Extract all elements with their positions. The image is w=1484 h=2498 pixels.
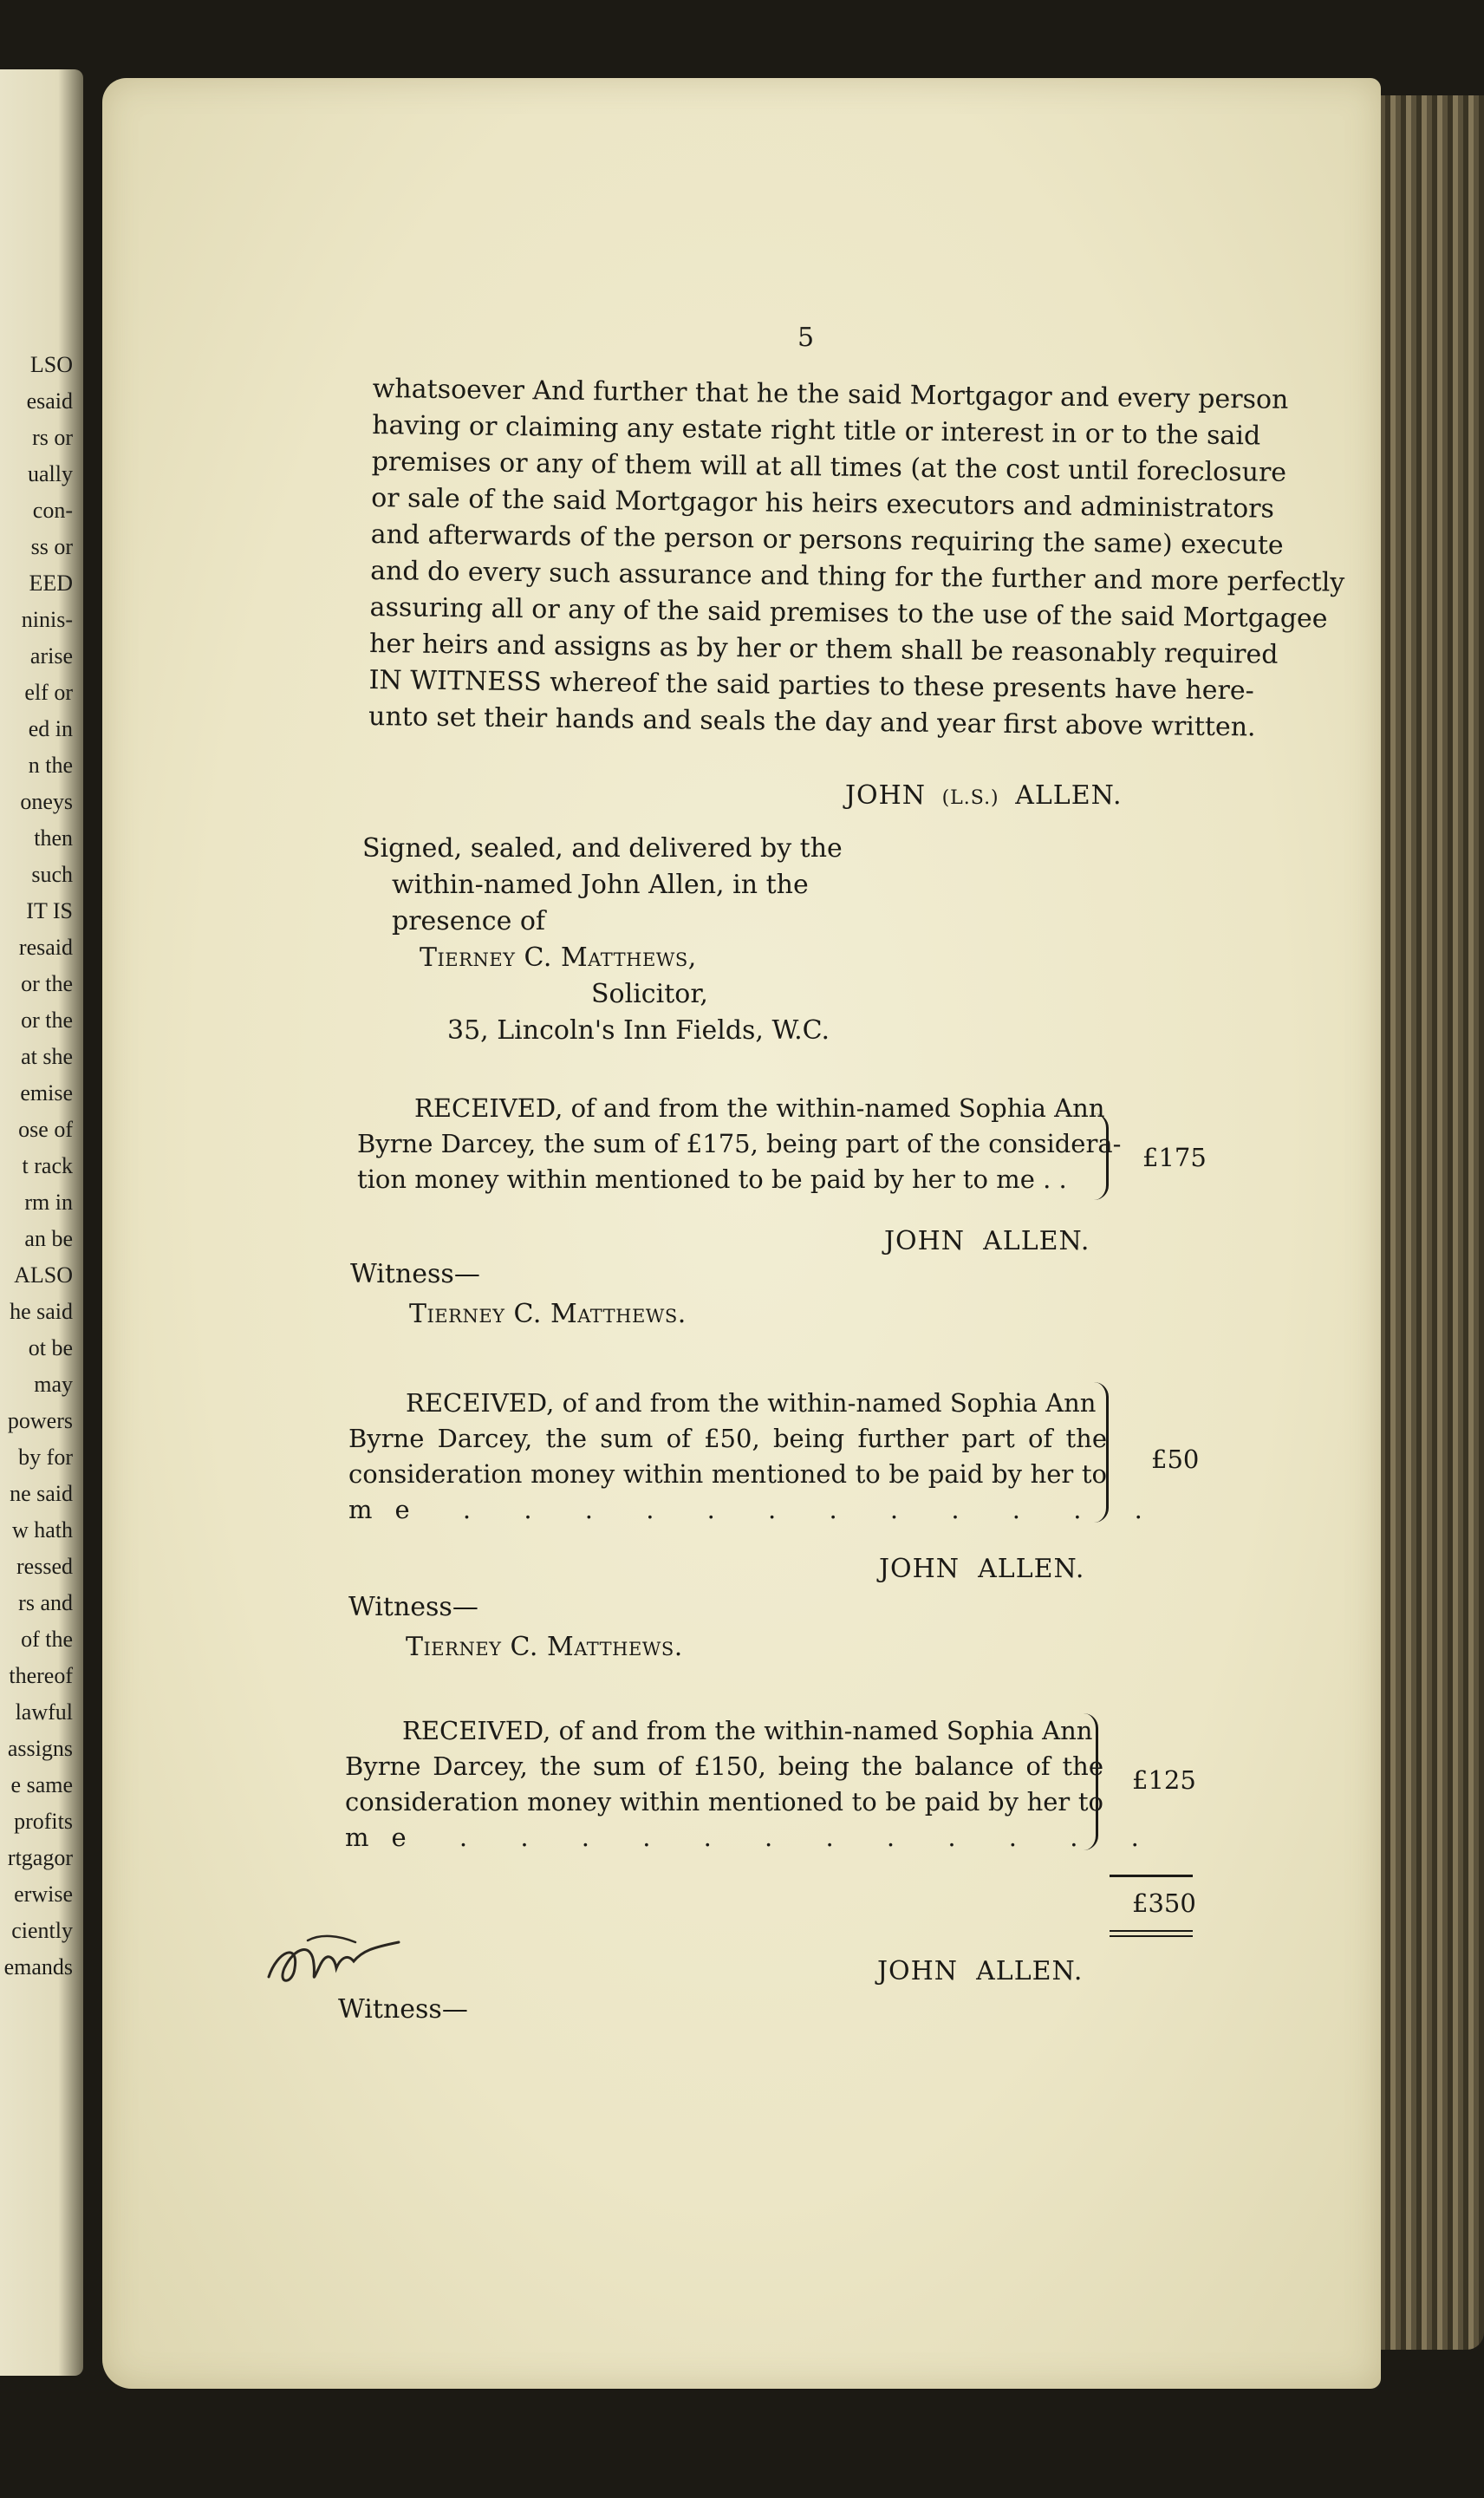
body-line: assuring all or any of the said premises to the use of the said Mortgagee — [369, 591, 1328, 635]
left-page-fragment: t rack — [22, 1153, 73, 1178]
total-amount: £350 — [1132, 1888, 1196, 1918]
left-page-fragment: profits — [14, 1809, 73, 1834]
left-page-fragment: assigns — [7, 1736, 73, 1761]
left-page-fragment: then — [34, 825, 73, 851]
witness-label: Witness— — [348, 1592, 478, 1622]
left-page-fragment: LSO — [29, 352, 73, 377]
attestation-line: presence of — [392, 906, 546, 936]
left-page-fragment: elf or — [24, 680, 73, 705]
left-page-fragment: rs and — [18, 1590, 73, 1615]
body-line: whatsoever And further that he the said Mortgagor and every person — [372, 373, 1289, 415]
body-line: her heirs and assigns as by her or them shall be reasonably required — [368, 628, 1279, 670]
left-page-fragment: con- — [32, 498, 73, 523]
total-rule-top — [1110, 1875, 1193, 1877]
left-page-fragment: n the — [28, 753, 73, 778]
left-page-fragment: EED — [29, 571, 73, 596]
left-page-fragment: rs or — [32, 425, 73, 450]
receipt-line: RECEIVED, of and from the within-named Sophia Ann — [402, 1716, 1093, 1745]
receipt-amount: £50 — [1151, 1445, 1200, 1474]
attestation-line: Signed, sealed, and delivered by the — [362, 833, 843, 864]
left-page-fragment: emands — [3, 1954, 73, 1979]
witness-label: Witness— — [338, 1994, 468, 2025]
handwritten-signature — [260, 1916, 416, 1994]
left-page-fragment: ciently — [11, 1918, 73, 1943]
receipt-line: RECEIVED, of and from the within-named Sophia Ann — [414, 1093, 1105, 1123]
receipt-brace — [1094, 1113, 1109, 1200]
body-line: IN WITNESS whereof the said parties to these presents have here- — [368, 664, 1254, 707]
signatory-first-name: JOHN — [845, 780, 927, 811]
attestation-clause — [362, 831, 843, 1049]
left-page-fragment: erwise — [14, 1882, 73, 1907]
witness-address: 35, Lincoln's Inn Fields, W.C. — [447, 1015, 830, 1046]
body-line: unto set their hands and seals the day and year first above written. — [368, 701, 1256, 743]
left-page-fragment: powers — [7, 1408, 73, 1433]
left-page-fragment: may — [34, 1372, 73, 1397]
left-page-fragment: w hath — [11, 1517, 73, 1542]
left-page-fragment: such — [31, 862, 73, 887]
left-page-fragment: he said — [10, 1299, 73, 1324]
receipt — [345, 1713, 1162, 1856]
left-page-fragment: oneys — [20, 789, 73, 814]
receipt-line: me . . . . . . . . . . . . — [345, 1823, 1162, 1852]
receipt-line: Byrne Darcey, the sum of £150, being the balance of the — [345, 1751, 1103, 1781]
left-page-fragment: e same — [10, 1772, 73, 1797]
left-facing-page — [0, 69, 83, 2376]
deed-body-paragraph — [368, 371, 1345, 746]
receipt-line: me . . . . . . . . . . . . — [348, 1495, 1165, 1524]
total-rule-bottom — [1110, 1935, 1193, 1937]
receipt-signature: JOHN ALLEN. — [877, 1956, 1084, 1986]
left-page-fragment: at she — [21, 1044, 73, 1069]
receipt-amount: £125 — [1132, 1765, 1196, 1795]
page-number: 5 — [797, 323, 815, 353]
left-page-fragment: ALSO — [14, 1262, 73, 1288]
left-page-fragment: or the — [21, 1008, 73, 1033]
receipt-brace — [1084, 1713, 1098, 1850]
witness-name: Tierney C. Matthews. — [406, 1632, 683, 1662]
receipt-line: Byrne Darcey, the sum of £50, being further part of the — [348, 1424, 1107, 1453]
receipt-line: Byrne Darcey, the sum of £175, being part of the considera- — [357, 1129, 1122, 1158]
receipt-amount: £175 — [1142, 1143, 1207, 1172]
body-line: and afterwards of the person or persons requiring the same) execute — [370, 519, 1284, 561]
left-page-fragment: lawful — [15, 1699, 73, 1725]
receipt-brace — [1094, 1382, 1109, 1523]
receipt — [348, 1386, 1165, 1528]
left-page-fragment: emise — [20, 1080, 73, 1106]
receipt-line: RECEIVED, of and from the within-named Sophia Ann — [406, 1388, 1097, 1418]
left-page-fragment: rm in — [24, 1190, 73, 1215]
witness-label: Witness— — [350, 1259, 480, 1289]
left-page-fragment: rtgagor — [7, 1845, 73, 1870]
body-line: or sale of the said Mortgagor his heirs executors and administrators — [370, 482, 1275, 525]
left-page-fragment: IT IS — [26, 898, 73, 923]
witness-name: Tierney C. Matthews. — [409, 1299, 687, 1329]
left-page-fragment: thereof — [9, 1663, 73, 1688]
left-page-fragment: ne said — [10, 1481, 73, 1506]
left-page-fragment: ninis- — [21, 607, 73, 632]
left-page-fragment: or the — [21, 971, 73, 996]
receipt-line: tion money within mentioned to be paid by her to me . . — [357, 1164, 1067, 1194]
left-page-fragment: arise — [29, 643, 73, 669]
signatory-last-name: ALLEN. — [1015, 780, 1123, 811]
left-page-fragment: an be — [24, 1226, 73, 1251]
body-line: and do every such assurance and thing for the further and more perfectly — [369, 555, 1345, 598]
left-page-fragment: resaid — [18, 935, 73, 960]
left-page-fragment: ed in — [28, 716, 73, 741]
witness-title: Solicitor, — [591, 979, 708, 1009]
left-page-fragment: ressed — [16, 1554, 73, 1579]
receipt-line: consideration money within mentioned to be paid by her to — [345, 1787, 1103, 1816]
left-page-fragment: ually — [28, 461, 73, 486]
left-page-fragment: of the — [21, 1627, 73, 1652]
body-line: having or claiming any estate right title or interest in or to the said — [372, 409, 1261, 452]
witness-name: Tierney C. Matthews, — [420, 942, 697, 973]
receipt-signature: JOHN ALLEN. — [879, 1554, 1085, 1584]
total-rule-bottom — [1110, 1930, 1193, 1932]
left-page-fragment: by for — [18, 1445, 73, 1470]
left-page-fragment: esaid — [26, 388, 73, 414]
receipt-line: consideration money within mentioned to be paid by her to — [348, 1459, 1107, 1489]
left-page-fragment: ose of — [18, 1117, 73, 1142]
body-line: premises or any of them will at all times (at the cost until foreclosure — [371, 446, 1287, 488]
signature-line — [845, 780, 1122, 811]
receipt-signature: JOHN ALLEN. — [884, 1226, 1090, 1256]
seal-mark: (L.S.) — [941, 787, 999, 809]
left-page-fragment: ss or — [30, 534, 73, 559]
left-page-fragment: ot be — [28, 1335, 73, 1360]
page-edges — [1370, 95, 1484, 2350]
receipt — [357, 1091, 1122, 1197]
attestation-line: within-named John Allen, in the — [392, 870, 809, 900]
